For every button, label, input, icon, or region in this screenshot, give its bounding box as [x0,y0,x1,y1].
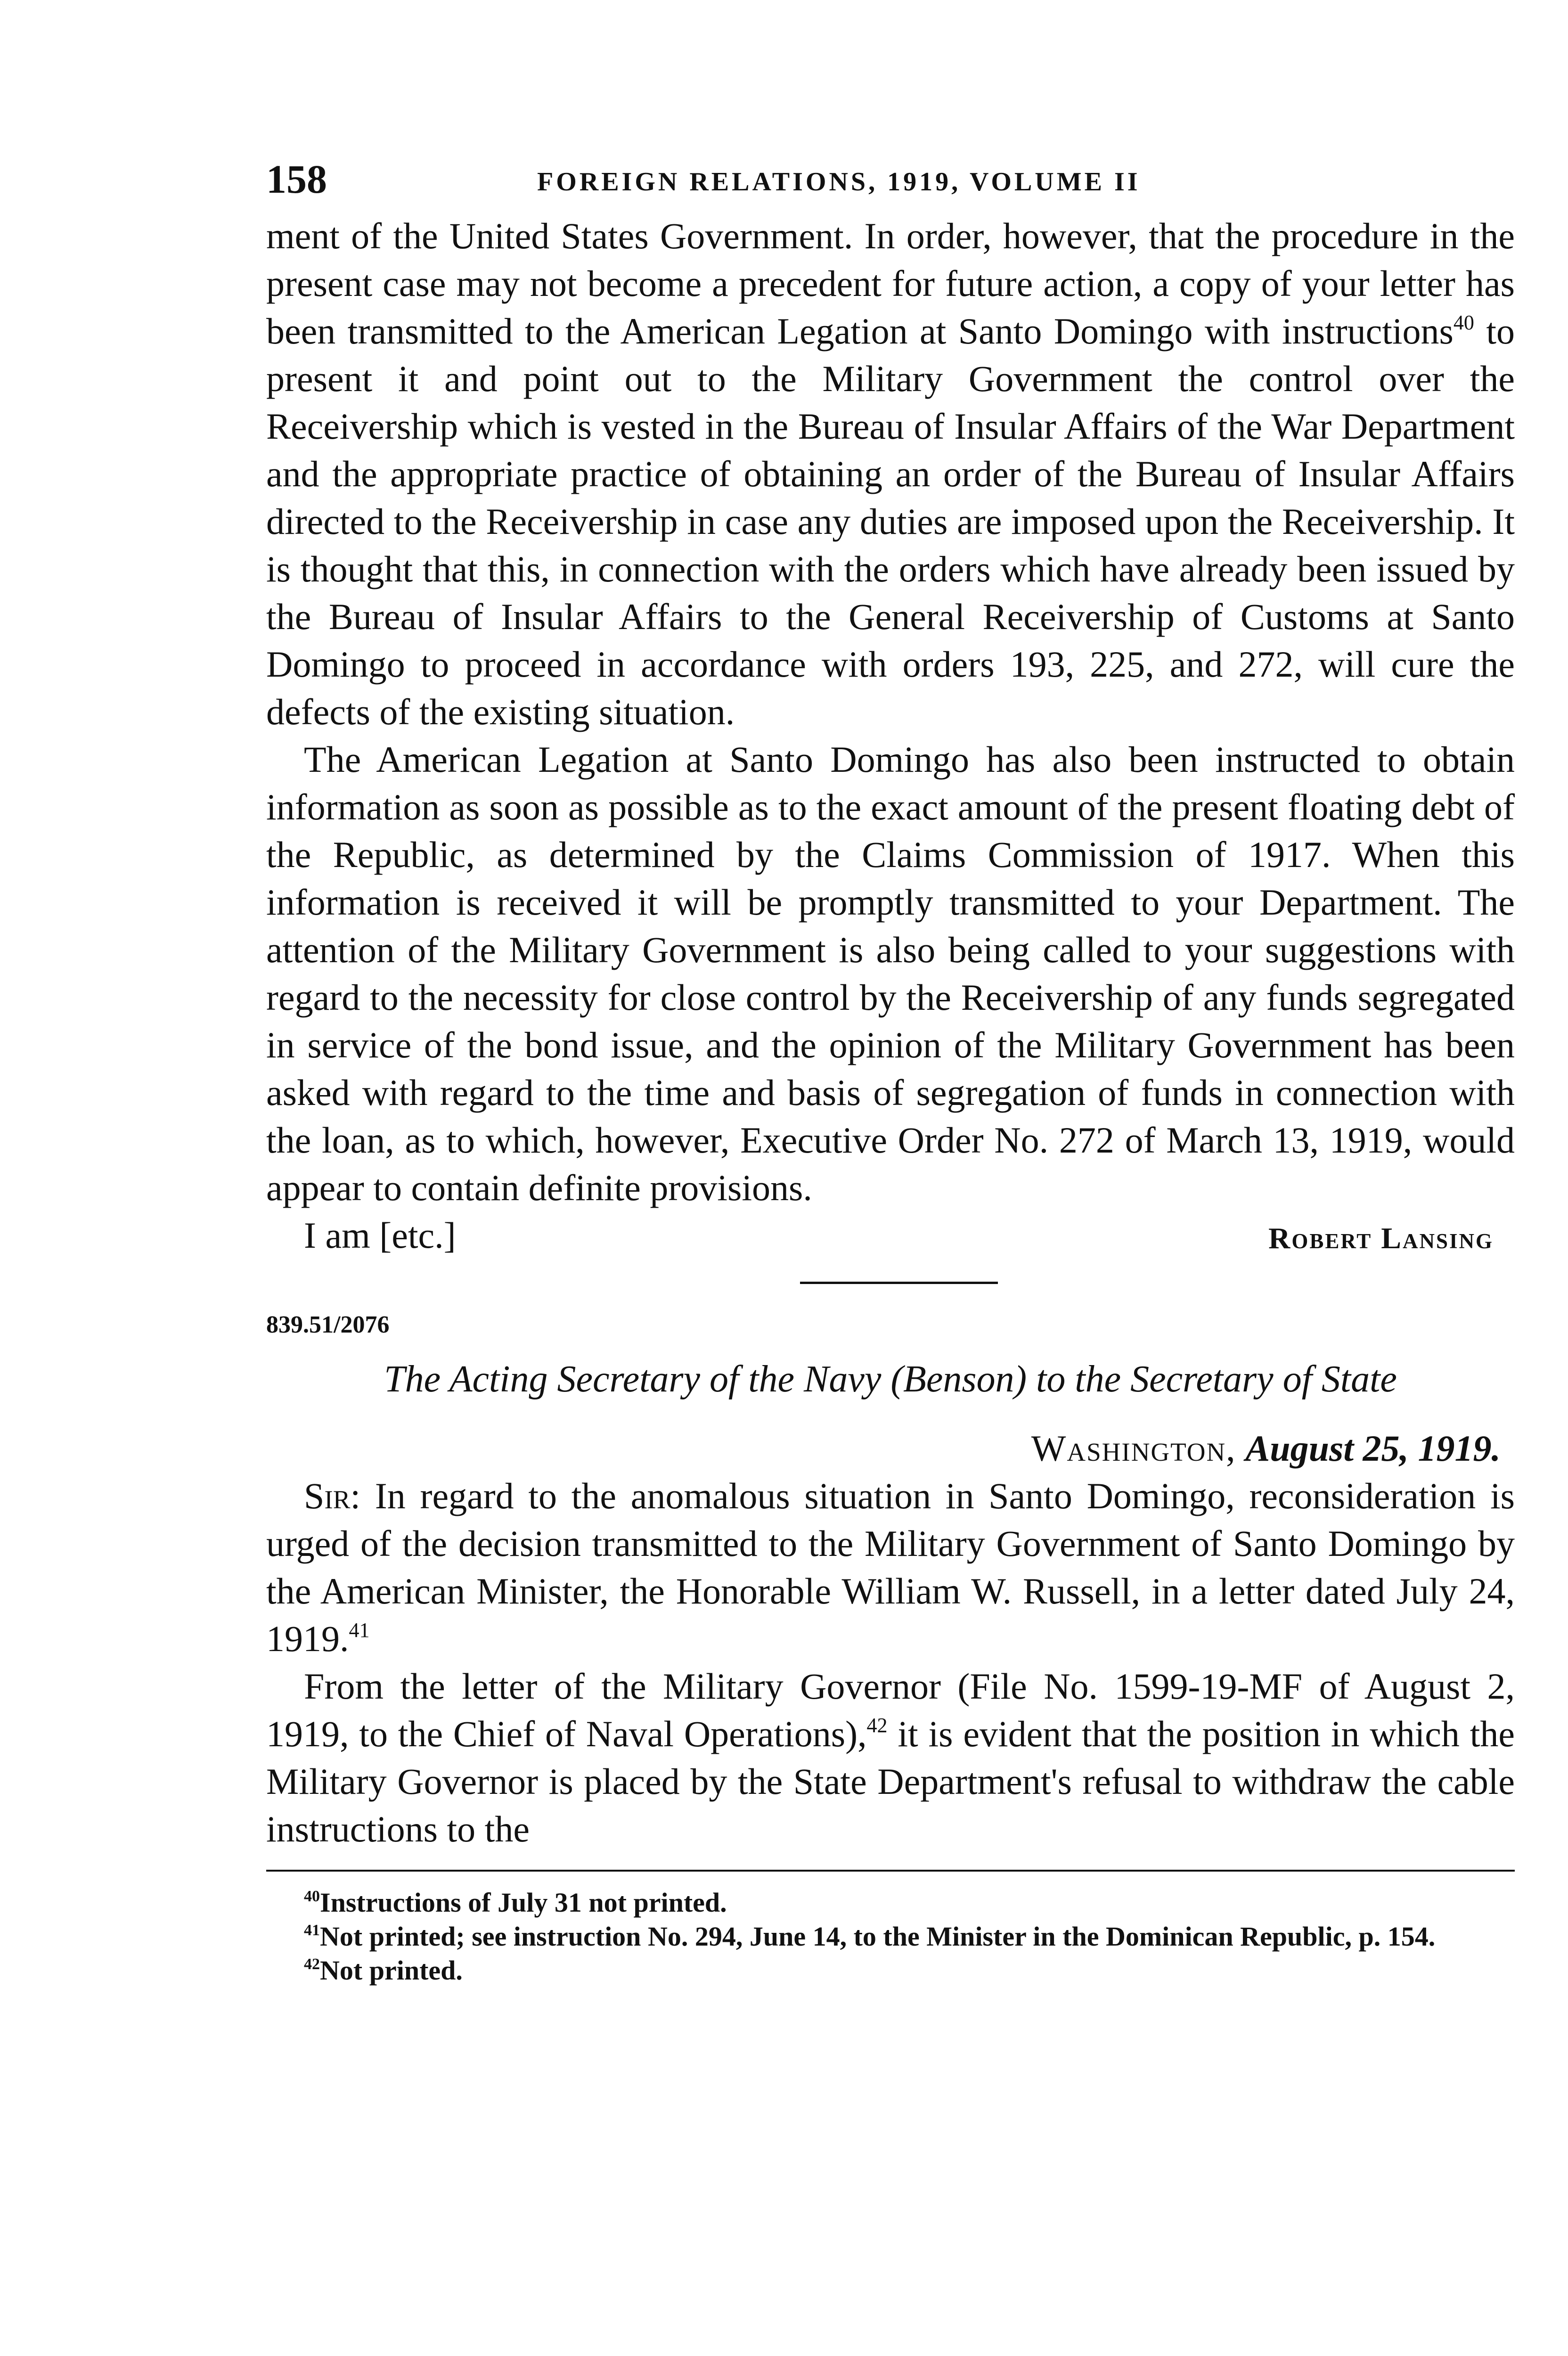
dateline [266,1424,1515,1472]
dateline-date: August 25, 1919. [1245,1428,1501,1469]
footnote-41 [266,1920,1515,1954]
footnote-text: Instructions of July 31 not printed. [320,1887,727,1918]
file-number: 839.51/2076 [266,1311,390,1338]
footnote-number: 40 [304,1888,320,1905]
letter2-paragraph-1 [266,1472,1515,1662]
footnote-ref-41[interactable]: 41 [349,1619,370,1642]
footnote-ref-40[interactable]: 40 [1453,311,1474,334]
letter1-closing [266,1211,1515,1259]
letter2-paragraph-2 [266,1662,1515,1853]
closing-phrase: I am [etc.] [304,1215,456,1256]
running-head [266,155,1515,212]
letter1-para1-text-a: ment of the United States Government. In order, however, that the procedure in the present case may not become a precedent for future action, a copy of your letter has been transmitted to the American Legation at Santo Domingo with instructions [266,215,1515,352]
dateline-place: Washington, [1031,1428,1236,1469]
document-page [266,155,1515,1988]
letter1-paragraph-2: The American Legation at Santo Domingo has also been instructed to obtain information as soon as possible as to the exact amount of the present floating debt of the Republic, as determined by the Claims Commission of 1917. When this information is received it will be promptly transmitted to your Department. The attention of the Military Government is also being called to your suggestions with regard to the necessity for close control by the Receivership of any funds segregated in service of the bond issue, and the opinion of the Military Government has been asked with regard to the time and basis of segregation of funds in connection with the loan, as to which, however, Executive Order No. 272 of March 13, 1919, would appear to contain definite provisions. [266,739,1515,1208]
letter1-para1-text-b: to present it and point out to the Military Government the control over the Receivership which is vested in the Bureau of Insular Affairs of the War Department and the appropriate practice of obtaining an order of the Bureau of Insular Affairs directed to the Receivership in case any duties are imposed upon the Receivership. It is thought that this, in connection with the orders which have already been issued by the Bureau of Insular Affairs to the General Receivership of Customs at Santo Domingo to proceed in accordance with orders 193, 225, and 272, will cure the defects of the existing situation. [266,311,1515,732]
footnote-text: Not printed; see instruction No. 294, June 14, to the Minister in the Dominican Republic, p. 154. [320,1921,1436,1952]
running-title: FOREIGN RELATIONS, 1919, VOLUME II [537,167,1141,196]
letter2-para2-text-a: From the letter of the Military Governor (File No. 1599-19-MF of August 2, 1919, to the Chief of Naval Operations), [266,1666,1515,1754]
section-divider [800,1282,998,1284]
footnotes [266,1886,1515,1988]
letter2-para2-text-b: it is evident that the position in which the Military Governor is placed by the State Department's refusal to withdraw the cable instructions to the [266,1713,1515,1849]
footnote-40 [266,1886,1515,1920]
footnote-number: 41 [304,1922,320,1939]
footnote-text: Not printed. [320,1955,463,1986]
footnote-ref-42[interactable]: 42 [866,1714,888,1737]
letter2-para1-text: : In regard to the anomalous situation in Santo Domingo, reconsideration is urged of the decision transmitted to the Military Government of Santo Domingo by the American Minister, the Honorable William W. Russell, in a letter dated July 24, 1919. [266,1475,1515,1659]
footnote-42 [266,1954,1515,1988]
document-title: The Acting Secretary of the Navy (Benson) to the Secretary of State [384,1358,1397,1400]
footnote-number: 42 [304,1955,320,1973]
letter1-paragraph-1 [266,212,1515,736]
salutation: Sir [304,1475,351,1516]
signature: Robert Lansing [1268,1221,1494,1255]
footnote-divider [266,1870,1515,1872]
page-number: 158 [266,156,327,202]
